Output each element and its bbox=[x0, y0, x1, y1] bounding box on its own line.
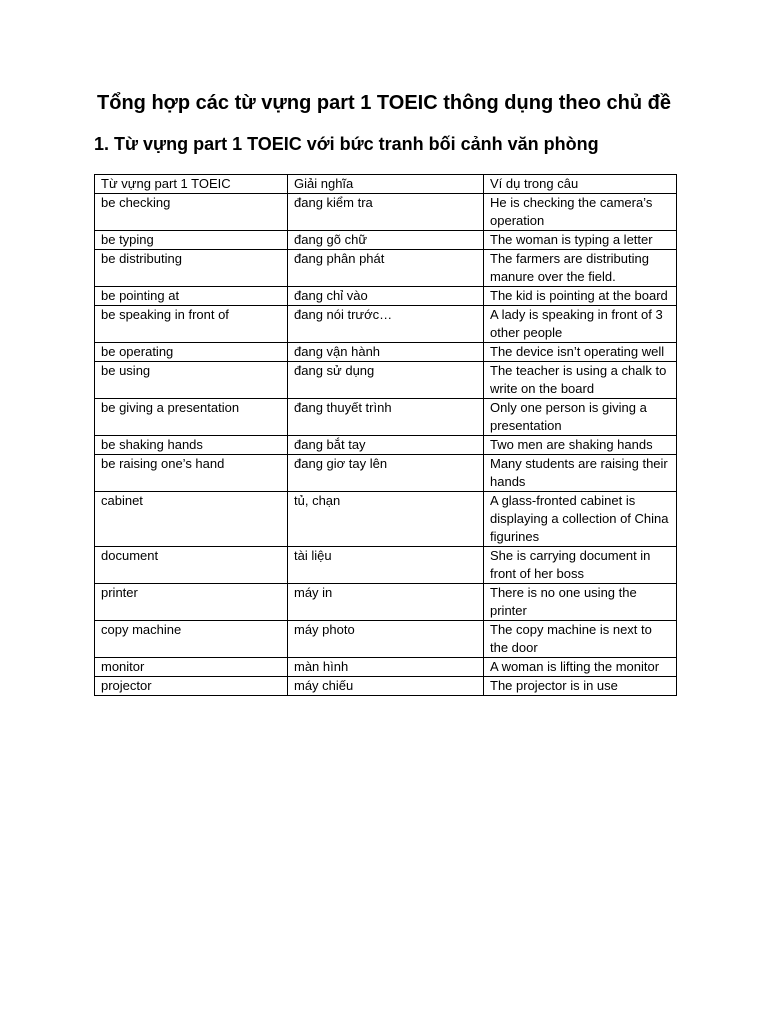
vocabulary-cell: cabinet bbox=[95, 492, 288, 547]
example-cell: A glass-fronted cabinet is displaying a collection of China figurines bbox=[484, 492, 677, 547]
table-row bbox=[95, 231, 677, 250]
example-cell: The projector is in use bbox=[484, 677, 677, 696]
vocabulary-cell: be typing bbox=[95, 231, 288, 250]
document-title: Tổng hợp các từ vựng part 1 TOEIC thông dụng theo chủ đề bbox=[97, 92, 671, 114]
vocabulary-cell: copy machine bbox=[95, 621, 288, 658]
meaning-cell: đang vận hành bbox=[288, 343, 484, 362]
table-row bbox=[95, 399, 677, 436]
vocabulary-cell: be checking bbox=[95, 194, 288, 231]
table-row bbox=[95, 436, 677, 455]
table-row bbox=[95, 194, 677, 231]
example-cell: He is checking the camera’s operation bbox=[484, 194, 677, 231]
vocabulary-cell: be raising one’s hand bbox=[95, 455, 288, 492]
meaning-cell: đang kiểm tra bbox=[288, 194, 484, 231]
meaning-cell: máy photo bbox=[288, 621, 484, 658]
table-row bbox=[95, 677, 677, 696]
example-cell: The kid is pointing at the board bbox=[484, 287, 677, 306]
example-cell: There is no one using the printer bbox=[484, 584, 677, 621]
vocabulary-table bbox=[94, 174, 677, 696]
vocabulary-cell: be shaking hands bbox=[95, 436, 288, 455]
meaning-cell: máy in bbox=[288, 584, 484, 621]
table-row bbox=[95, 584, 677, 621]
vocabulary-cell: be distributing bbox=[95, 250, 288, 287]
vocabulary-cell: printer bbox=[95, 584, 288, 621]
table-row bbox=[95, 658, 677, 677]
example-cell: A lady is speaking in front of 3 other people bbox=[484, 306, 677, 343]
header-meaning: Giải nghĩa bbox=[288, 175, 484, 194]
example-cell: She is carrying document in front of her boss bbox=[484, 547, 677, 584]
header-example: Ví dụ trong câu bbox=[484, 175, 677, 194]
meaning-cell: màn hình bbox=[288, 658, 484, 677]
table-row bbox=[95, 455, 677, 492]
meaning-cell: tài liệu bbox=[288, 547, 484, 584]
vocabulary-cell: be speaking in front of bbox=[95, 306, 288, 343]
table-row bbox=[95, 621, 677, 658]
example-cell: The woman is typing a letter bbox=[484, 231, 677, 250]
table-row bbox=[95, 362, 677, 399]
meaning-cell: tủ, chạn bbox=[288, 492, 484, 547]
table-row bbox=[95, 250, 677, 287]
vocabulary-cell: be operating bbox=[95, 343, 288, 362]
vocabulary-cell: be giving a presentation bbox=[95, 399, 288, 436]
table-row bbox=[95, 306, 677, 343]
table-row bbox=[95, 492, 677, 547]
meaning-cell: đang nói trước… bbox=[288, 306, 484, 343]
meaning-cell: máy chiếu bbox=[288, 677, 484, 696]
meaning-cell: đang phân phát bbox=[288, 250, 484, 287]
table-row bbox=[95, 343, 677, 362]
table-header-row bbox=[95, 175, 677, 194]
section-heading: 1. Từ vựng part 1 TOEIC với bức tranh bối cảnh văn phòng bbox=[94, 134, 599, 154]
vocabulary-cell: document bbox=[95, 547, 288, 584]
vocabulary-cell: be pointing at bbox=[95, 287, 288, 306]
meaning-cell: đang gõ chữ bbox=[288, 231, 484, 250]
example-cell: Two men are shaking hands bbox=[484, 436, 677, 455]
vocabulary-cell: monitor bbox=[95, 658, 288, 677]
example-cell: A woman is lifting the monitor bbox=[484, 658, 677, 677]
vocabulary-cell: projector bbox=[95, 677, 288, 696]
table-row bbox=[95, 547, 677, 584]
header-vocabulary: Từ vựng part 1 TOEIC bbox=[95, 175, 288, 194]
example-cell: Only one person is giving a presentation bbox=[484, 399, 677, 436]
example-cell: The device isn’t operating well bbox=[484, 343, 677, 362]
vocabulary-cell: be using bbox=[95, 362, 288, 399]
meaning-cell: đang giơ tay lên bbox=[288, 455, 484, 492]
example-cell: Many students are raising their hands bbox=[484, 455, 677, 492]
meaning-cell: đang sử dụng bbox=[288, 362, 484, 399]
meaning-cell: đang chỉ vào bbox=[288, 287, 484, 306]
example-cell: The teacher is using a chalk to write on the board bbox=[484, 362, 677, 399]
meaning-cell: đang thuyết trình bbox=[288, 399, 484, 436]
meaning-cell: đang bắt tay bbox=[288, 436, 484, 455]
table-row bbox=[95, 287, 677, 306]
example-cell: The copy machine is next to the door bbox=[484, 621, 677, 658]
example-cell: The farmers are distributing manure over the field. bbox=[484, 250, 677, 287]
